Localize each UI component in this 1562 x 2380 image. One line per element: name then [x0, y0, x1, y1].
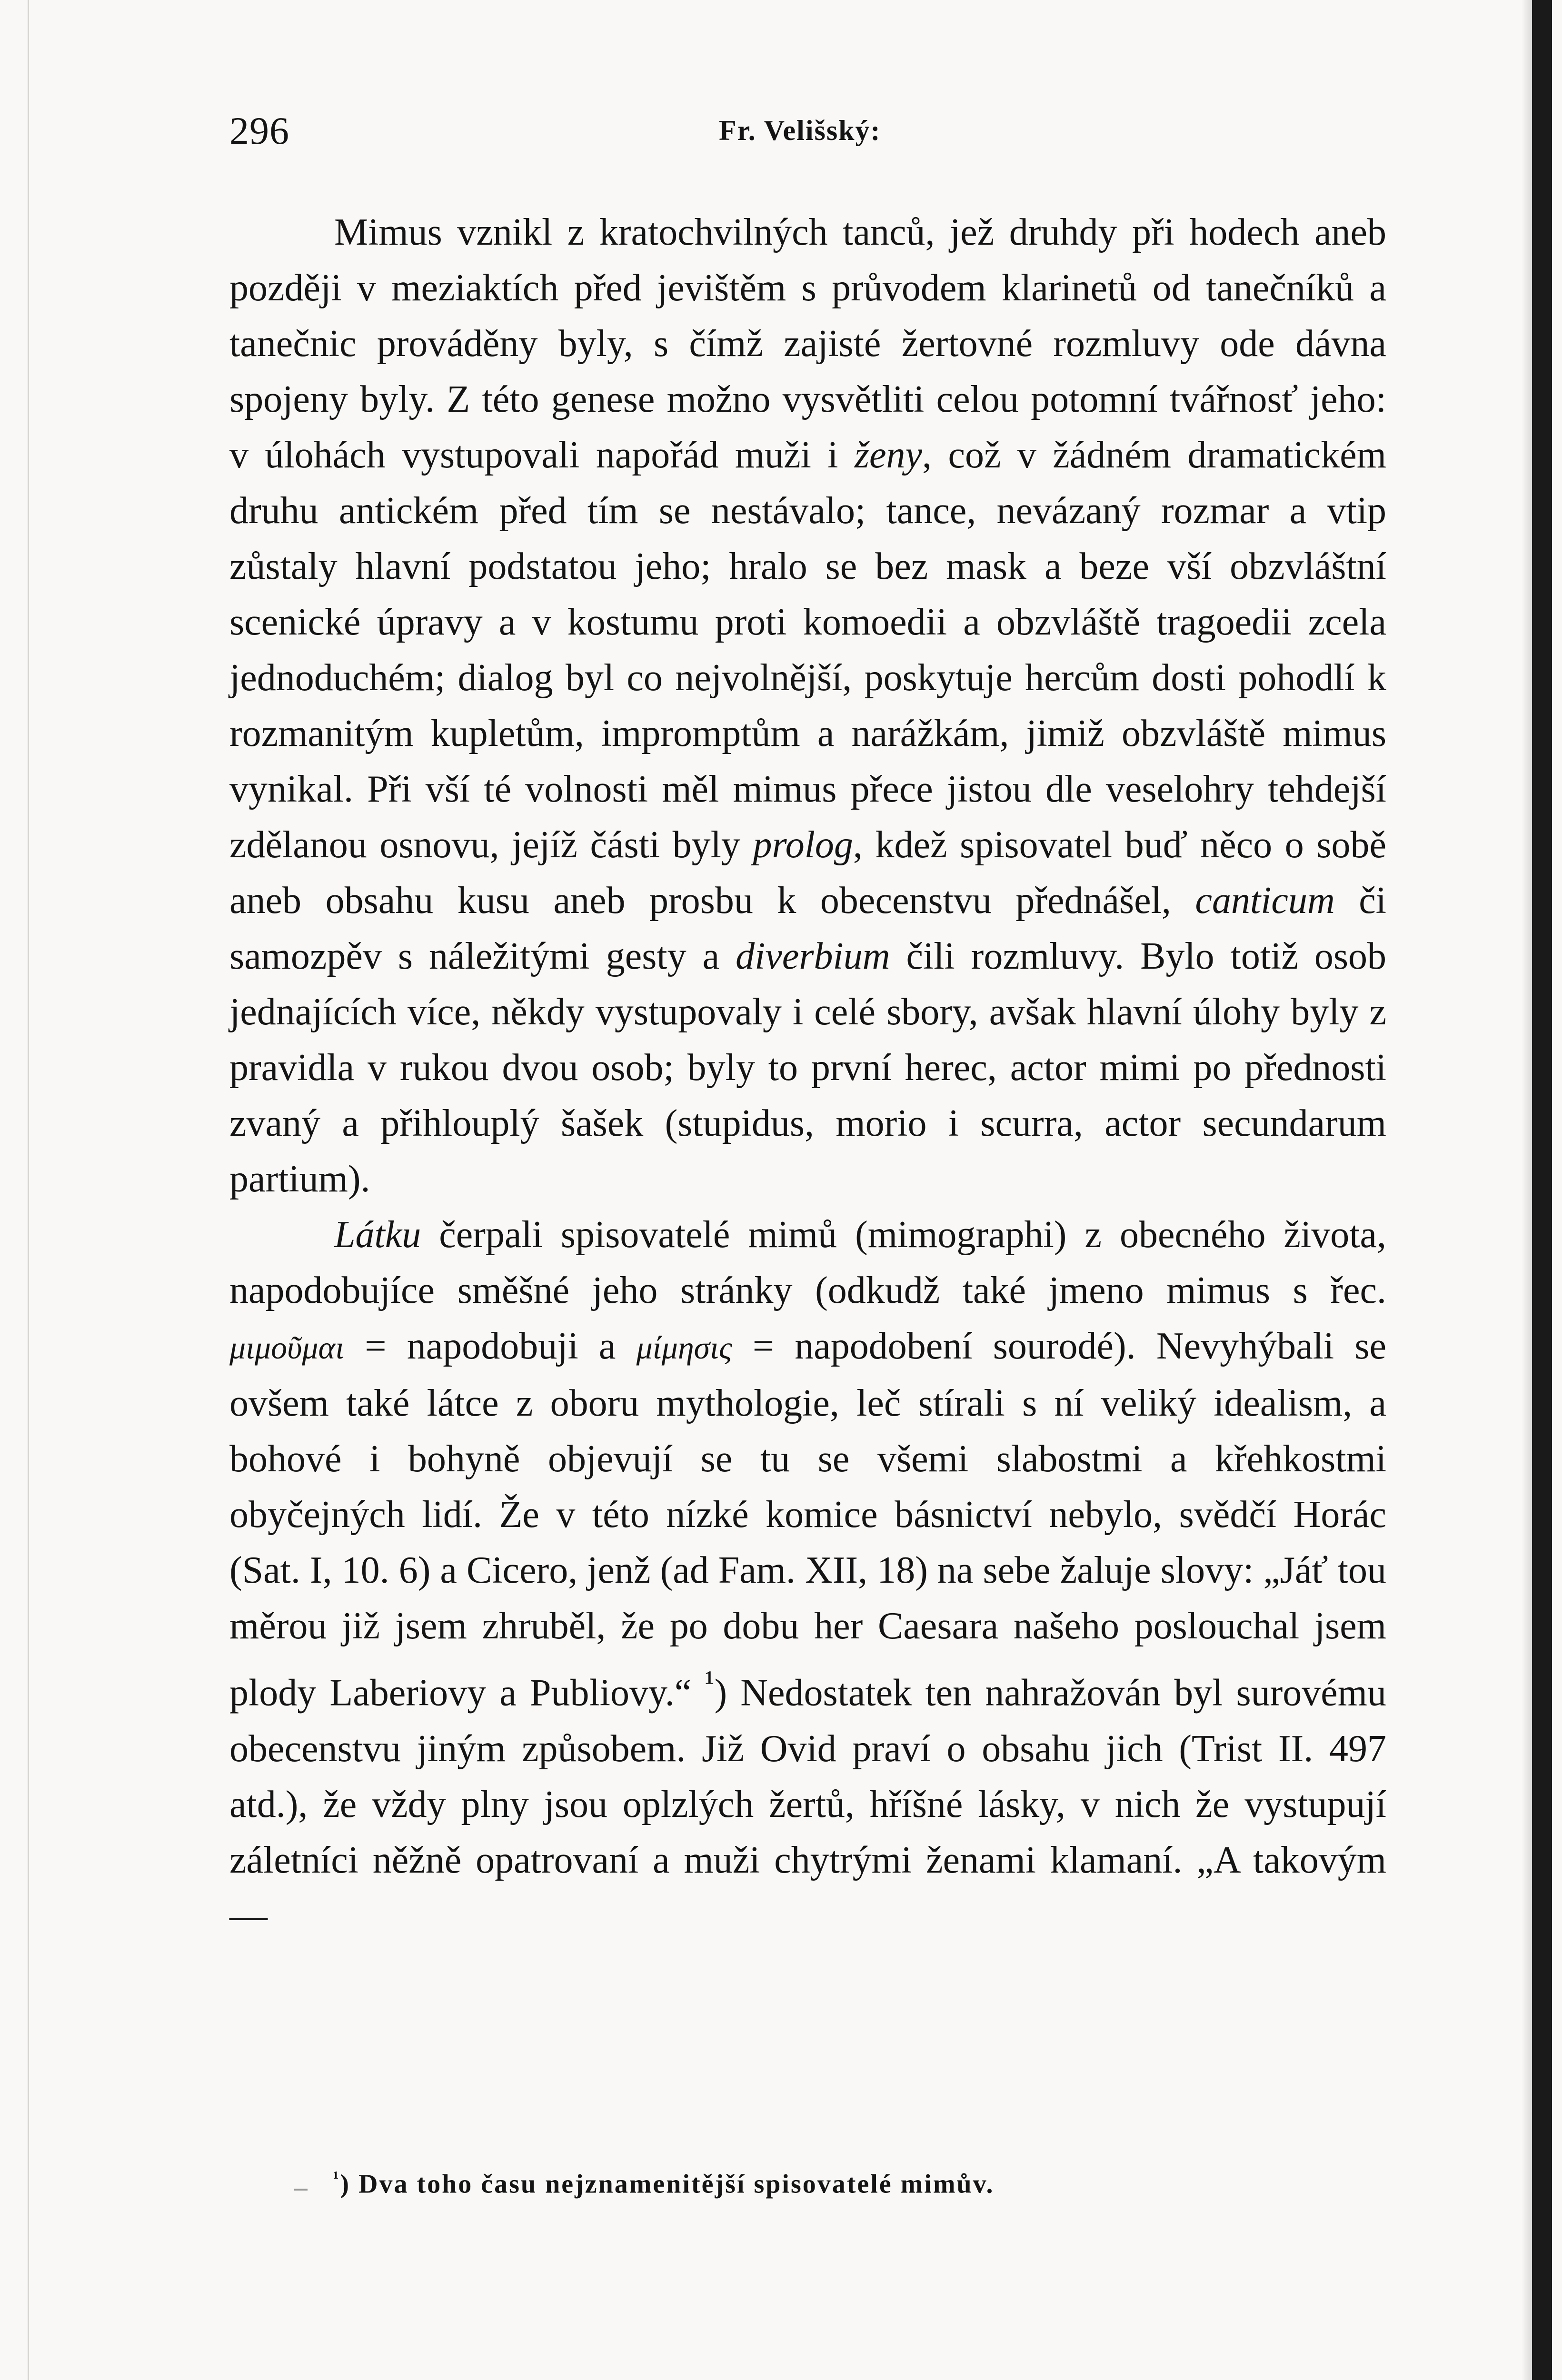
italic-term-zeny: ženy — [854, 434, 923, 476]
greek-word-mimesis: μίμησις — [636, 1329, 732, 1366]
footnote-text: ) Dva toho času nejznamenitější spisovatelé mimův. — [340, 2169, 995, 2199]
page-number: 296 — [229, 109, 289, 152]
italic-term-diverbium: diverbium — [736, 935, 890, 977]
greek-word-mimoumai: μιμοῦμαι — [229, 1329, 345, 1366]
body-text — [229, 205, 1386, 1944]
italic-term-canticum: canticum — [1195, 880, 1335, 922]
italic-term-latku: Látku — [334, 1214, 421, 1256]
page-edge-line — [28, 0, 29, 2380]
binding-shadow — [1522, 0, 1532, 2380]
paragraph-mimus-subject: Látku čerpali spisovatelé mimů (mimographi) z obecného života, napodobujíce směšné jeho stránky (odkudž také jmeno mimus s řec. μιμοῦμαι = napodobuji a μίμησις = napodobení sourodé). Nevyhýbali se ovšem také látce z oboru mythologie, leč stírali s ní veliký idealism, a bohové i bohyně objevují se tu se všemi slabostmi a křehkostmi obyčejných lidí. Že v této nízké komice básnictví nebylo, svědčí Horác (Sat. I, 10. 6) a Cicero, jenž (ad Fam. XII, 18) na sebe žaluje slovy: „Jáť tou měrou již jsem zhruběl, že po dobu her Caesara našeho poslouchal jsem plody Laberiovy a Publiovy.“ $^{^1}$) Nedostatek ten nahražován byl surovému obecenstvu jiným způsobem. Již Ovid praví o obsahu jich (Trist II. 497 atd.), že vždy plny jsou oplzlých žertů, hříšné lásky, v nich že vystupují záletníci něžně opatrovaní a muži chytrými ženami klamaní. „A takovým — — [229, 1214, 1386, 1937]
running-head: Fr. Velišský: — [719, 115, 881, 146]
footnote-marker: ¹ — [333, 2168, 340, 2188]
scan-border-bar — [1532, 0, 1552, 2380]
footnote — [333, 2167, 995, 2200]
italic-term-prolog: prolog — [753, 824, 853, 866]
footnote-reference: ¹ — [705, 1665, 715, 1699]
paragraph-mimus-origin: Mimus vznikl z kratochvilných tanců, jež druhdy při hodech aneb později v meziaktích před jevištěm s průvodem klarinetů od tanečníků a tanečnic prováděny byly, s čímž zajisté žertovné rozmluvy ode dávna spojeny byly. Z této genese možno vysvětliti celou potomní tvářnosť jeho: v úlohách vystupovali napořád muži i ženy, což v žádném dramatickém druhu antickém před tím se nestávalo; tance, nevázaný rozmar a vtip zůstaly hlavní podstatou jeho; hralo se bez mask a beze vší obzvláštní scenické úpravy a v kostumu proti komoedii a obzvláště tragoedii zcela jednoduchém; dialog byl co nejvolnější, poskytuje hercům dosti pohodlí k rozmanitým kupletům, impromptům a narážkám, jimiž obzvláště mimus vynikal. Při vší té volnosti měl mimus přece jistou dle veselohry tehdejší zdělanou osnovu, jejíž části byly prolog, kdež spisovatel buď něco o sobě aneb obsahu kusu aneb prosbu k obecenstvu přednášel, canticum či samozpěv s náležitými gesty a diverbium čili rozmluvy. Bylo totiž osob jednajících více, někdy vystupovaly i celé sbory, avšak hlavní úlohy byly z pravidla v rukou dvou osob; byly to první herec, actor mimi po přednosti zvaný a přihlouplý šašek (stupidus, morio i scurra, actor secundarum partium). — [229, 211, 1387, 1200]
footnote-dash — [294, 2189, 308, 2191]
